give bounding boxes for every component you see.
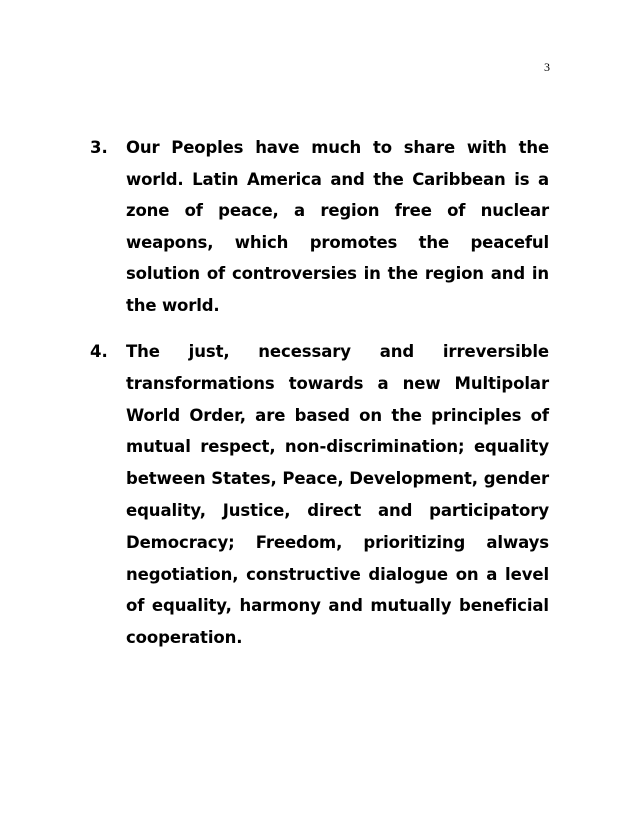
- paragraph-number: 3.: [90, 138, 108, 157]
- paragraph-number: 4.: [90, 342, 108, 361]
- paragraph-text: Our Peoples have much to share with the world. Latin America and the Caribbean is a zone of peace, a region free of nuclear weapons, which promotes the peaceful solution of controversies in the region and in the world.: [126, 138, 549, 315]
- page-number: 3: [544, 60, 550, 74]
- paragraph-text: The just, necessary and irreversible transformations towards a new Multipolar World Order, are based on the principles of mutual respect, non-discrimination; equality between States, Peace, Development, gender equality, Justice, direct and participatory Democracy; Freedom, prioritizing always negotiation, constructive dialogue on a level of equality, harmony and mutually beneficial cooperation.: [126, 342, 549, 648]
